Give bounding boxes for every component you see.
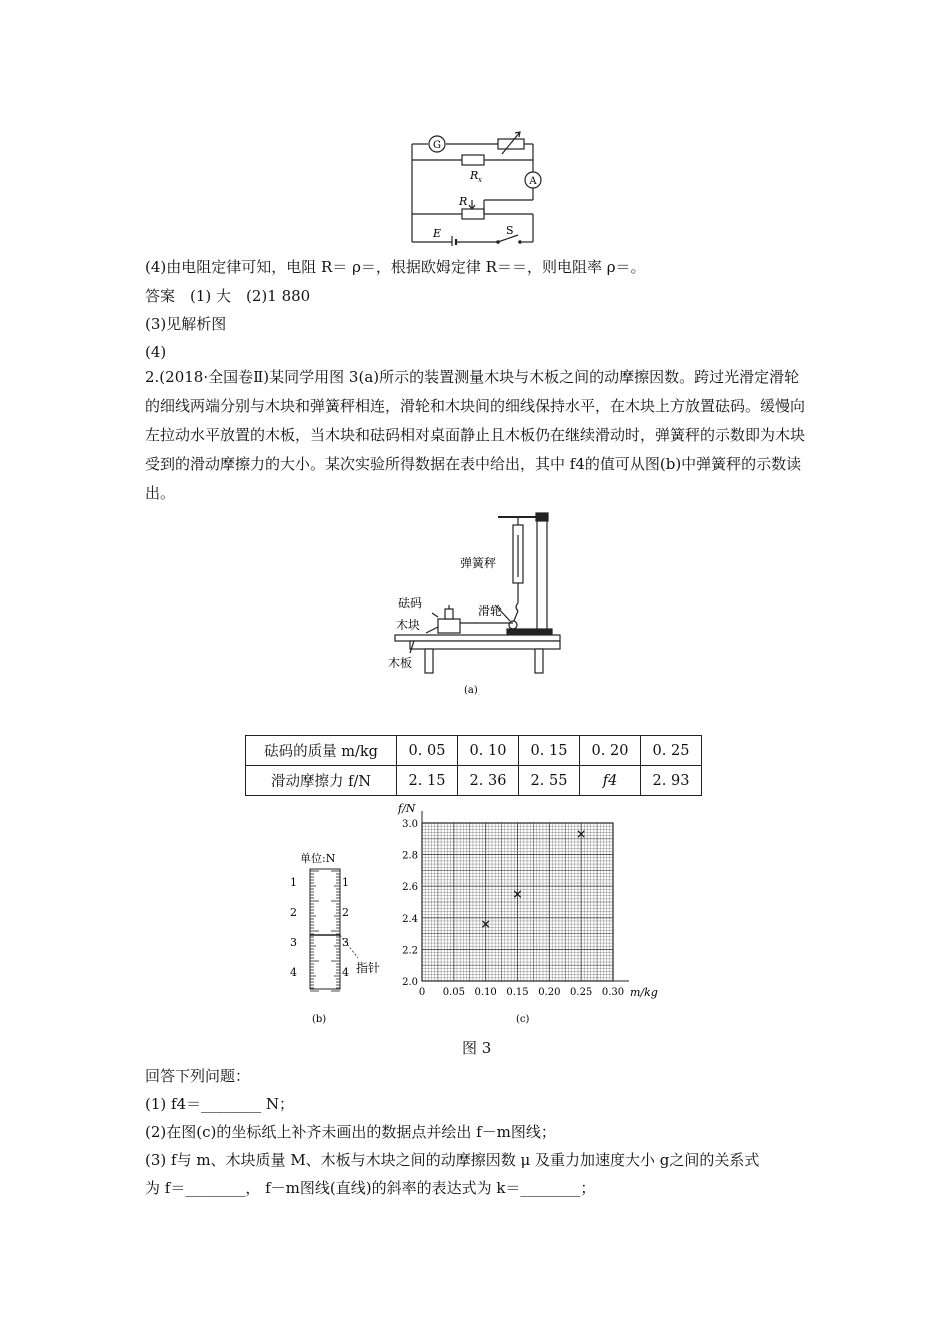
x-tick-label: 0 (418, 987, 426, 998)
table-cell: 0. 20 (580, 736, 641, 766)
table-row-force (246, 766, 702, 796)
question-2: 2.(2018·全国卷Ⅱ)某同学用图 3(a)所示的装置测量木块与木板之间的动摩擦因数。跨过光滑定滑轮的细线两端分别与木块和弹簧秤相连，滑轮和木块间的细线保持水平，在木块上方放置砝码。缓慢向左拉动水平放置的木板，当木块和砝码相对桌面静止且木板仍在继续滑动时，弹簧秤的示数即为木块受到的滑动摩擦力的大小。某次实验所得数据在表中给出，其中 f4的值可从图(b)中弹簧秤的示数读出。 (145, 368, 806, 502)
table-cell: 0. 10 (458, 736, 519, 766)
scale-unit-label: 单位:N (300, 852, 336, 865)
table-cell: 2. 15 (397, 766, 458, 796)
data-table (245, 735, 702, 796)
table-cell: f4 (580, 766, 641, 796)
x-tick-label: 0.30 (601, 987, 625, 998)
galvanometer-label: G (433, 140, 441, 151)
x-tick-label: 0.25 (570, 987, 593, 998)
figure-a-apparatus (380, 505, 580, 705)
label-pulley: 滑轮 (478, 604, 503, 618)
answer-part3: (3)见解析图 (145, 315, 227, 333)
answer-line: 答案 (1) 大 (2)1 880 (145, 287, 311, 305)
figure-c-chart (390, 800, 670, 1030)
r-label: R (459, 195, 468, 208)
figure-caption: 图 3 (462, 1039, 492, 1057)
pointer-label: 指针 (356, 961, 381, 975)
x-tick-label: 0.10 (474, 987, 497, 998)
table-cell: 2. 55 (519, 766, 580, 796)
tick-label-left-1: 1 (290, 876, 297, 889)
answer-prompt: 回答下列问题： (145, 1067, 251, 1085)
x-tick-label: 0.15 (506, 987, 529, 998)
y-tick-label: 3.0 (402, 819, 418, 830)
tick-label-left-3: 3 (290, 936, 297, 949)
table-header-mass: 砝码的质量 m/kg (246, 736, 397, 766)
y-tick-label: 2.8 (402, 850, 418, 862)
label-weight: 砝码 (398, 596, 423, 610)
sub-question-2: (2)在图(c)的坐标纸上补齐未画出的数据点并绘出 f－m图线； (145, 1123, 556, 1141)
figure-b-caption: (b) (312, 1014, 327, 1025)
figure-a-caption: (a) (464, 685, 478, 696)
table-cell: 2. 36 (458, 766, 519, 796)
table-cell: 0. 05 (397, 736, 458, 766)
y-axis-label: f/N (398, 802, 416, 815)
x-tick-label: 0.05 (442, 987, 465, 998)
table-cell: 2. 93 (641, 766, 702, 796)
tick-label-right-2: 2 (342, 906, 349, 919)
tick-label-right-4: 4 (342, 966, 349, 979)
part4-text: (4)由电阻定律可知，电阻 R＝ ρ＝，根据欧姆定律 R＝＝，则电阻率 ρ＝。 (145, 258, 646, 276)
x-tick-label: 0.20 (538, 987, 561, 998)
sub-question-3a: (3) f与 m、木块质量 M、木板与木块之间的动摩擦因数 μ 及重力加速度大小 g之间的关系式 (145, 1151, 760, 1169)
tick-label-left-4: 4 (290, 966, 297, 979)
rx-subscript: x (478, 176, 482, 184)
s-label: S (506, 224, 514, 237)
rx-label: R (470, 169, 479, 182)
table-cell: 0. 25 (641, 736, 702, 766)
answer-part4: (4) (145, 343, 167, 361)
x-axis-label: m/kg (630, 986, 658, 999)
figure-c-caption: (c) (516, 1014, 530, 1025)
y-tick-label: 2.4 (402, 913, 418, 925)
tick-label-left-2: 2 (290, 906, 297, 919)
y-tick-label: 2.2 (402, 945, 418, 957)
tick-label-right-1: 1 (342, 876, 349, 889)
table-row-mass (246, 736, 702, 766)
label-spring-scale: 弹簧秤 (460, 556, 497, 570)
figure-b-scale (280, 845, 390, 1025)
y-tick-label: 2.0 (402, 977, 418, 988)
table-cell: 0. 15 (519, 736, 580, 766)
label-block: 木块 (396, 618, 421, 632)
ammeter-label: A (529, 176, 537, 187)
circuit-diagram (400, 128, 560, 246)
e-label: E (433, 227, 442, 240)
table-header-force: 滑动摩擦力 f/N (246, 766, 397, 796)
sub-question-3b: 为 f＝________， f－m图线(直线)的斜率的表达式为 k＝________； (145, 1179, 596, 1197)
y-tick-label: 2.6 (402, 882, 418, 894)
sub-question-1: (1) f4＝________ N； (145, 1095, 295, 1113)
label-board: 木板 (388, 656, 413, 670)
tick-label-right-3: 3 (342, 936, 349, 949)
